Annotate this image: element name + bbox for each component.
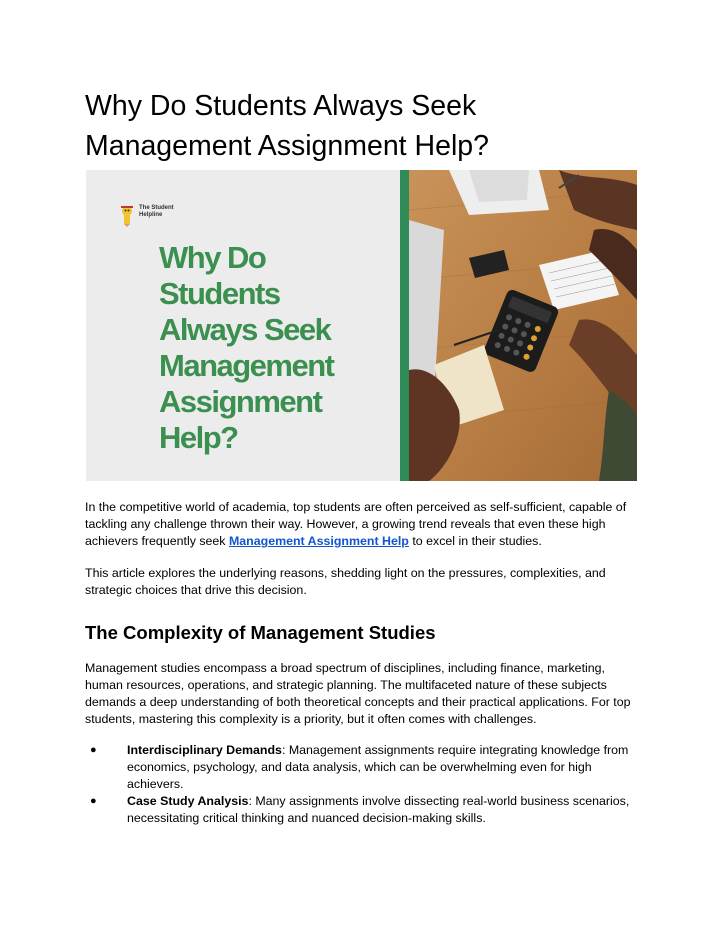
banner-heading-line: Always Seek <box>159 312 331 347</box>
section-heading: The Complexity of Management Studies <box>85 622 436 643</box>
banner-heading <box>159 240 399 456</box>
banner-text-panel <box>86 170 400 481</box>
desk-photo <box>409 170 637 481</box>
intro-paragraph <box>85 499 641 550</box>
banner-heading-line: Assignment <box>159 384 322 419</box>
list-item <box>85 793 645 827</box>
bullet-text: : Many assignments involve dissecting real-world business scenarios, necessitating critical thinking and nuanced decision-making skills. <box>127 794 630 825</box>
bullet-term: Interdisciplinary Demands <box>127 743 282 757</box>
bullet-term: Case Study Analysis <box>127 794 249 808</box>
hero-banner-image <box>86 170 637 481</box>
bullet-icon: ● <box>90 795 97 807</box>
bullet-list <box>85 742 645 827</box>
intro-text-before-link: In the competitive world of academia, top students are often perceived as self-sufficient, capable of tackling any challenge thrown their way. However, a growing trend reveals that even these high achievers frequently seek <box>85 500 627 548</box>
second-paragraph: This article explores the underlying reasons, shedding light on the pressures, complexities, and strategic choices that drive this decision. <box>85 566 606 597</box>
section-paragraph: Management studies encompass a broad spectrum of disciplines, including finance, marketing, human resources, operations, and strategic planning. The multifaceted nature of these subjects demands a deep understanding of both theoretical concepts and their practical applications. For top students, mastering this complexity is a priority, but it often comes with challenges. <box>85 661 631 726</box>
logo-text-line1: The Student <box>139 205 174 211</box>
banner-heading-line: Students <box>159 276 280 311</box>
pencil-mascot-icon <box>118 203 138 227</box>
banner-heading-line: Help? <box>159 420 238 455</box>
banner-heading-line: Why Do <box>159 240 266 275</box>
list-item <box>85 742 645 793</box>
banner-divider <box>400 170 409 481</box>
bullet-icon: ● <box>90 744 97 756</box>
management-assignment-help-link[interactable]: Management Assignment Help <box>228 534 409 548</box>
page-title: Why Do Students Always Seek Management Assignment Help? <box>85 90 489 162</box>
bullet-text: : Management assignments require integrating knowledge from economics, psychology, and data analysis, which can be overwhelming even for high achievers. <box>127 743 629 791</box>
intro-text-after-link: to excel in their studies. <box>408 534 542 548</box>
banner-heading-line: Management <box>159 348 334 383</box>
site-logo <box>118 203 178 227</box>
logo-text <box>139 205 174 219</box>
logo-text-line2: Helpline <box>139 212 163 218</box>
